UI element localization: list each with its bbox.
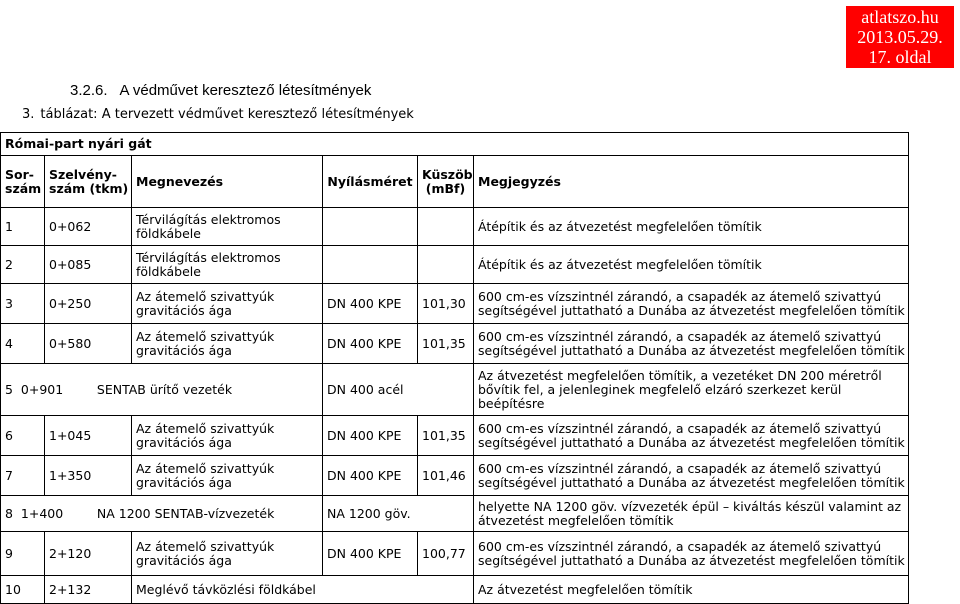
crossing-structures-table	[0, 132, 909, 604]
cell-kuszob: 101,30	[418, 284, 474, 324]
table-row	[1, 576, 909, 604]
table-row	[1, 324, 909, 364]
cell-name: Az átemelő szivattyúk gravitációs ága	[132, 456, 323, 496]
cell-nyilas: NA 1200 göv.	[323, 496, 474, 532]
table-caption-text: táblázat: A tervezett védművet keresztező létesítmények	[40, 107, 414, 122]
cell-nyilas: DN 400 acél	[323, 364, 474, 416]
cell-no-szelveny-name: 8 1+400 NA 1200 SENTAB-vízvezeték	[1, 496, 323, 532]
cell-note: 600 cm-es vízszintnél zárandó, a csapadék az átemelő szivattyú segítségével juttatható a Dunába az átvezetést megfelelően tömítik	[474, 416, 909, 456]
cell-no: 6	[1, 416, 45, 456]
cell-nyilas: DN 400 KPE	[323, 456, 418, 496]
cell-note: Átépítik és az átvezetést megfelelően tömítik	[474, 246, 909, 284]
cell-nyilas: DN 400 KPE	[323, 324, 418, 364]
cell-szelveny: 1+350	[45, 456, 132, 496]
header-row	[1, 156, 909, 208]
table-caption-number: 3.	[22, 107, 35, 122]
cell-no: 3	[1, 284, 45, 324]
cell-kuszob: 101,46	[418, 456, 474, 496]
header-kuszob: Küszöb (mBf)	[418, 156, 474, 208]
cell-kuszob: 101,35	[418, 416, 474, 456]
cell-note: Az átvezetést megfelelően tömítik, a vezetéket DN 200 méretről bővítik fel, a jelenleginek megfelelő elzáró szerkezet kerül beépítésre	[474, 364, 909, 416]
cell-szelveny: 0+250	[45, 284, 132, 324]
table-row	[1, 416, 909, 456]
cell-no: 9	[1, 532, 45, 576]
cell-note: 600 cm-es vízszintnél zárandó, a csapadék az átemelő szivattyú segítségével juttatható a Dunába az átvezetést megfelelően tömítik	[474, 284, 909, 324]
cell-nyilas	[323, 208, 418, 246]
stamp-page: 17. oldal	[868, 47, 932, 67]
header-sorszam: Sor- szám	[1, 156, 45, 208]
cell-note: 600 cm-es vízszintnél zárandó, a csapadék az átemelő szivattyú segítségével juttatható a Dunába az átvezetést megfelelően tömítik	[474, 532, 909, 576]
table-row	[1, 208, 909, 246]
cell-no: 1	[1, 208, 45, 246]
header-szelveny: Szelvény- szám (tkm)	[45, 156, 132, 208]
section-title: A védművet keresztező létesítmények	[119, 82, 372, 99]
cell-note: 600 cm-es vízszintnél zárandó, a csapadék az átemelő szivattyú segítségével juttatható a Dunába az átvezetést megfelelően tömítik	[474, 324, 909, 364]
cell-szelveny: 1+045	[45, 416, 132, 456]
cell-no-szelveny-name: 5 0+901 SENTAB ürítő vezeték	[1, 364, 323, 416]
table-row	[1, 532, 909, 576]
cell-kuszob: 101,35	[418, 324, 474, 364]
cell-name: Térvilágítás elektromos földkábele	[132, 246, 323, 284]
cell-kuszob	[418, 208, 474, 246]
cell-nyilas: DN 400 KPE	[323, 416, 418, 456]
cell-nyilas: DN 400 KPE	[323, 284, 418, 324]
cell-szelveny: 2+120	[45, 532, 132, 576]
table-row	[1, 456, 909, 496]
cell-nyilas: DN 400 KPE	[323, 532, 418, 576]
cell-no: 2	[1, 246, 45, 284]
section-number: 3.2.6.	[70, 82, 108, 99]
stamp-date: 2013.05.29.	[857, 27, 943, 47]
cell-nyilas	[323, 246, 418, 284]
watermark-stamp	[846, 6, 954, 68]
table-caption	[22, 107, 414, 122]
cell-note: Az átvezetést megfelelően tömítik	[474, 576, 909, 604]
cell-name: Az átemelő szivattyúk gravitációs ága	[132, 532, 323, 576]
region-name: Római-part nyári gát	[1, 133, 909, 156]
table-row	[1, 364, 909, 416]
table-row	[1, 246, 909, 284]
cell-name: Az átemelő szivattyúk gravitációs ága	[132, 416, 323, 456]
cell-name: Az átemelő szivattyúk gravitációs ága	[132, 284, 323, 324]
cell-no: 10	[1, 576, 45, 604]
cell-szelveny: 0+062	[45, 208, 132, 246]
cell-kuszob: 100,77	[418, 532, 474, 576]
cell-no: 4	[1, 324, 45, 364]
cell-szelveny: 0+085	[45, 246, 132, 284]
cell-note: Átépítik és az átvezetést megfelelően tömítik	[474, 208, 909, 246]
table-row	[1, 284, 909, 324]
cell-note: helyette NA 1200 göv. vízvezeték épül – kiváltás készül valamint az átvezetést megfelelően tömítik	[474, 496, 909, 532]
cell-name: Az átemelő szivattyúk gravitációs ága	[132, 324, 323, 364]
header-megnevezes: Megnevezés	[132, 156, 323, 208]
table-row	[1, 496, 909, 532]
cell-szelveny: 0+580	[45, 324, 132, 364]
cell-name: Meglévő távközlési földkábel	[132, 576, 474, 604]
cell-szelveny: 2+132	[45, 576, 132, 604]
cell-kuszob	[418, 246, 474, 284]
header-megjegyzes: Megjegyzés	[474, 156, 909, 208]
stamp-site: atlatszo.hu	[861, 7, 939, 27]
cell-note: 600 cm-es vízszintnél zárandó, a csapadék az átemelő szivattyú segítségével juttatható a Dunába az átvezetést megfelelően tömítik	[474, 456, 909, 496]
cell-name: Térvilágítás elektromos földkábele	[132, 208, 323, 246]
header-nyilasmeret: Nyílásméret	[323, 156, 418, 208]
region-row	[1, 133, 909, 156]
cell-no: 7	[1, 456, 45, 496]
section-heading	[70, 82, 371, 99]
